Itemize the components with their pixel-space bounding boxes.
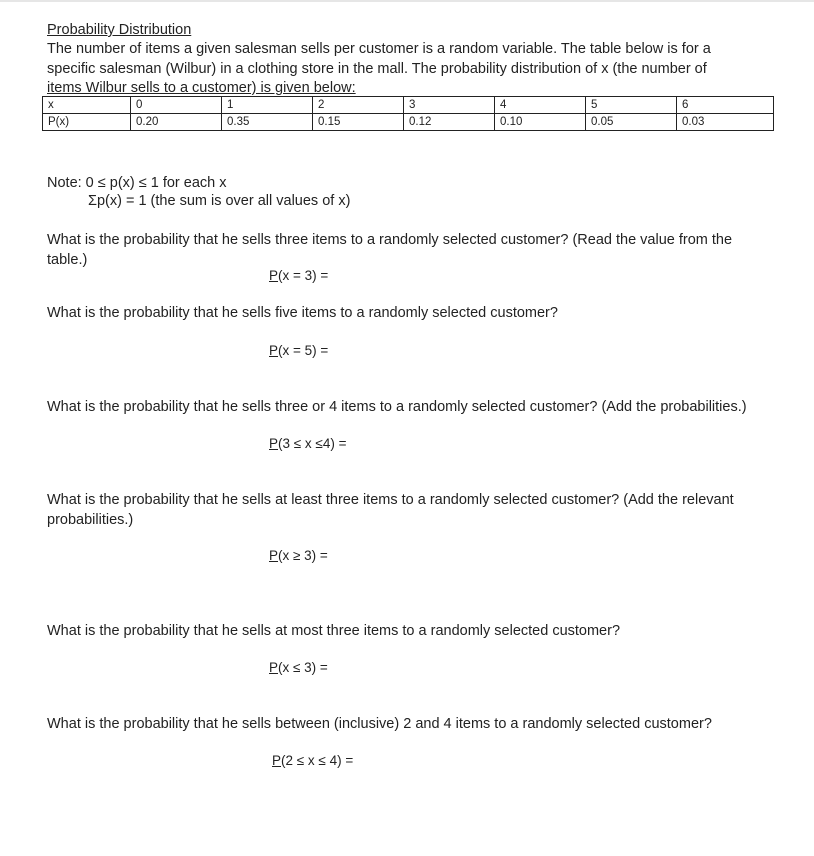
table-cell: 2 (313, 97, 404, 114)
table-cell: 0.05 (586, 114, 677, 131)
page-top-border (0, 0, 814, 2)
answer-expression: (x ≥ 3) = (278, 548, 328, 563)
answer-expression: (x = 5) = (278, 343, 329, 358)
note-line: Σp(x) = 1 (the sum is over all values of x) (88, 193, 351, 209)
table-row-px (43, 114, 774, 131)
table-cell: 0.20 (131, 114, 222, 131)
answer-p: P (269, 343, 279, 358)
question-text (47, 398, 747, 418)
question-text (47, 622, 620, 642)
intro-line: specific salesman (Wilbur) in a clothing store in the mall. The probability distribution of x (the number of (47, 60, 707, 77)
answer-expression: (x = 3) = (278, 268, 329, 283)
answer-expression: (3 ≤ x ≤4) = (278, 436, 347, 451)
probability-table (42, 96, 774, 131)
answer-prompt (269, 436, 346, 451)
question-line: What is the probability that he sells five items to a randomly selected customer? (47, 305, 558, 321)
table-cell: 0 (131, 97, 222, 114)
question-line: What is the probability that he sells between (inclusive) 2 and 4 items to a randomly selected customer? (47, 716, 712, 732)
answer-p: P (269, 660, 279, 675)
question-line: What is the probability that he sells at least three items to a randomly selected customer? (Add the relevant (47, 492, 734, 508)
question-text (47, 304, 558, 324)
answer-p: P (272, 753, 282, 768)
note-line: Note: 0 ≤ p(x) ≤ 1 for each x (47, 175, 227, 191)
document-title: Probability Distribution (47, 22, 192, 38)
answer-prompt (272, 753, 353, 768)
answer-expression: (2 ≤ x ≤ 4) = (281, 753, 354, 768)
table-cell: 1 (222, 97, 313, 114)
question-line: What is the probability that he sells three or 4 items to a randomly selected customer? (Add the probabilities.) (47, 399, 747, 415)
table-cell: 0.35 (222, 114, 313, 131)
question-text (47, 231, 769, 270)
table-row-x (43, 97, 774, 114)
intro-paragraph (47, 40, 772, 99)
table-cell: 4 (495, 97, 586, 114)
question-line: What is the probability that he sells three items to a randomly selected customer? (Read the value from the (47, 232, 733, 248)
intro-line: The number of items a given salesman sells per customer is a random variable. The table below is for a (47, 41, 711, 57)
answer-p: P (269, 436, 279, 451)
table-header-cell: P(x) (43, 114, 131, 131)
question-text (47, 715, 712, 735)
question-line: probabilities.) (47, 511, 134, 528)
answer-expression: (x ≤ 3) = (278, 660, 328, 675)
question-text (47, 491, 769, 530)
answer-p: P (269, 548, 279, 563)
intro-line: items Wilbur sells to a customer) is given below: (47, 80, 356, 96)
question-line: table.) (47, 251, 88, 268)
table-cell: 6 (677, 97, 774, 114)
answer-prompt (269, 548, 328, 563)
table-cell: 0.10 (495, 114, 586, 131)
answer-prompt (269, 660, 328, 675)
question-line: What is the probability that he sells at most three items to a randomly selected customer? (47, 623, 621, 639)
answer-p: P (269, 268, 279, 283)
table-cell: 0.12 (404, 114, 495, 131)
table-cell: 0.15 (313, 114, 404, 131)
table-cell: 5 (586, 97, 677, 114)
table-cell: 3 (404, 97, 495, 114)
document-body (47, 21, 772, 99)
table-header-cell: x (43, 97, 131, 114)
answer-prompt (269, 268, 328, 283)
table-cell: 0.03 (677, 114, 774, 131)
answer-prompt (269, 343, 328, 358)
